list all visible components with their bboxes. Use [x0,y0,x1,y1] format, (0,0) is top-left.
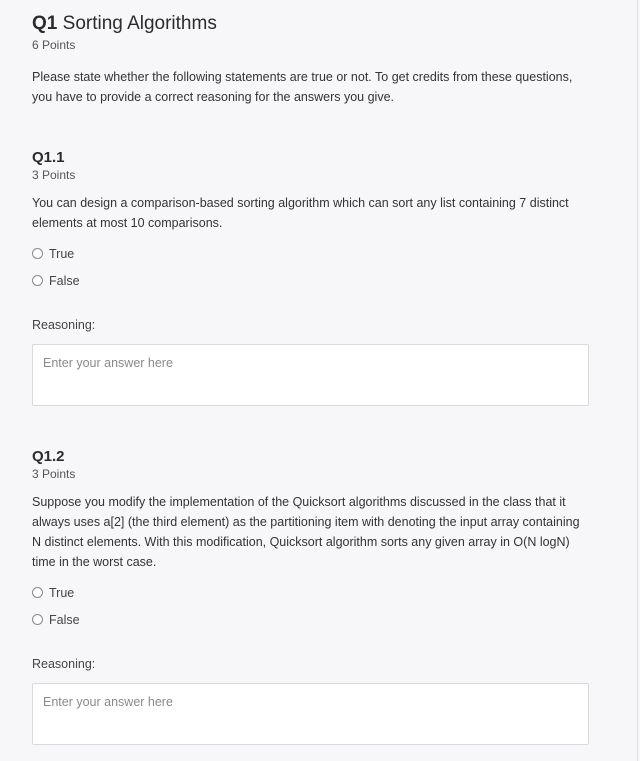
option-label-false: False [49,612,80,627]
subquestion-number: Q1.1 [32,149,65,166]
option-false[interactable] [32,606,590,633]
question-instructions: Please state whether the following statements are true or not. To get credits from these questions, you have to provide a correct reasoning for the answers you give. [32,70,573,104]
answer-options [32,240,590,294]
answer-options [32,579,590,633]
subquestion-points: 3 Points [32,168,76,182]
subquestion-q1-1 [32,149,590,406]
option-label-false: False [49,273,80,288]
subquestion-prompt: Suppose you modify the implementation of the Quicksort algorithms discussed in the class that it always uses a[2] (the third element) as the partitioning item with denoting the input array containing N distinct elements. With this modification, Quicksort algorithm sorts any given array in O(N logN) time in the worst case. [32,495,580,569]
question-number: Q1 [32,13,58,34]
question-panel [32,12,590,745]
question-heading [32,12,590,36]
option-label-true: True [49,585,75,600]
subquestion-prompt: You can design a comparison-based sorting algorithm which can sort any list containing 7 distinct elements at most 10 comparisons. [32,196,569,230]
subquestion-number: Q1.2 [32,448,65,465]
subquestion-q1-2 [32,448,590,745]
option-true[interactable] [32,240,590,267]
radio-true[interactable] [32,248,43,259]
reasoning-answer-input[interactable] [32,344,589,406]
question-points: 6 Points [32,38,76,52]
reasoning-answer-input[interactable] [32,683,589,745]
option-label-true: True [49,246,75,261]
option-true[interactable] [32,579,590,606]
radio-true[interactable] [32,587,43,598]
question-title: Sorting Algorithms [62,13,217,34]
subquestion-points: 3 Points [32,467,76,481]
radio-false[interactable] [32,275,43,286]
scroll-divider [637,0,638,761]
reasoning-label: Reasoning: [32,318,96,332]
reasoning-label: Reasoning: [32,657,96,671]
option-false[interactable] [32,267,590,294]
radio-false[interactable] [32,614,43,625]
